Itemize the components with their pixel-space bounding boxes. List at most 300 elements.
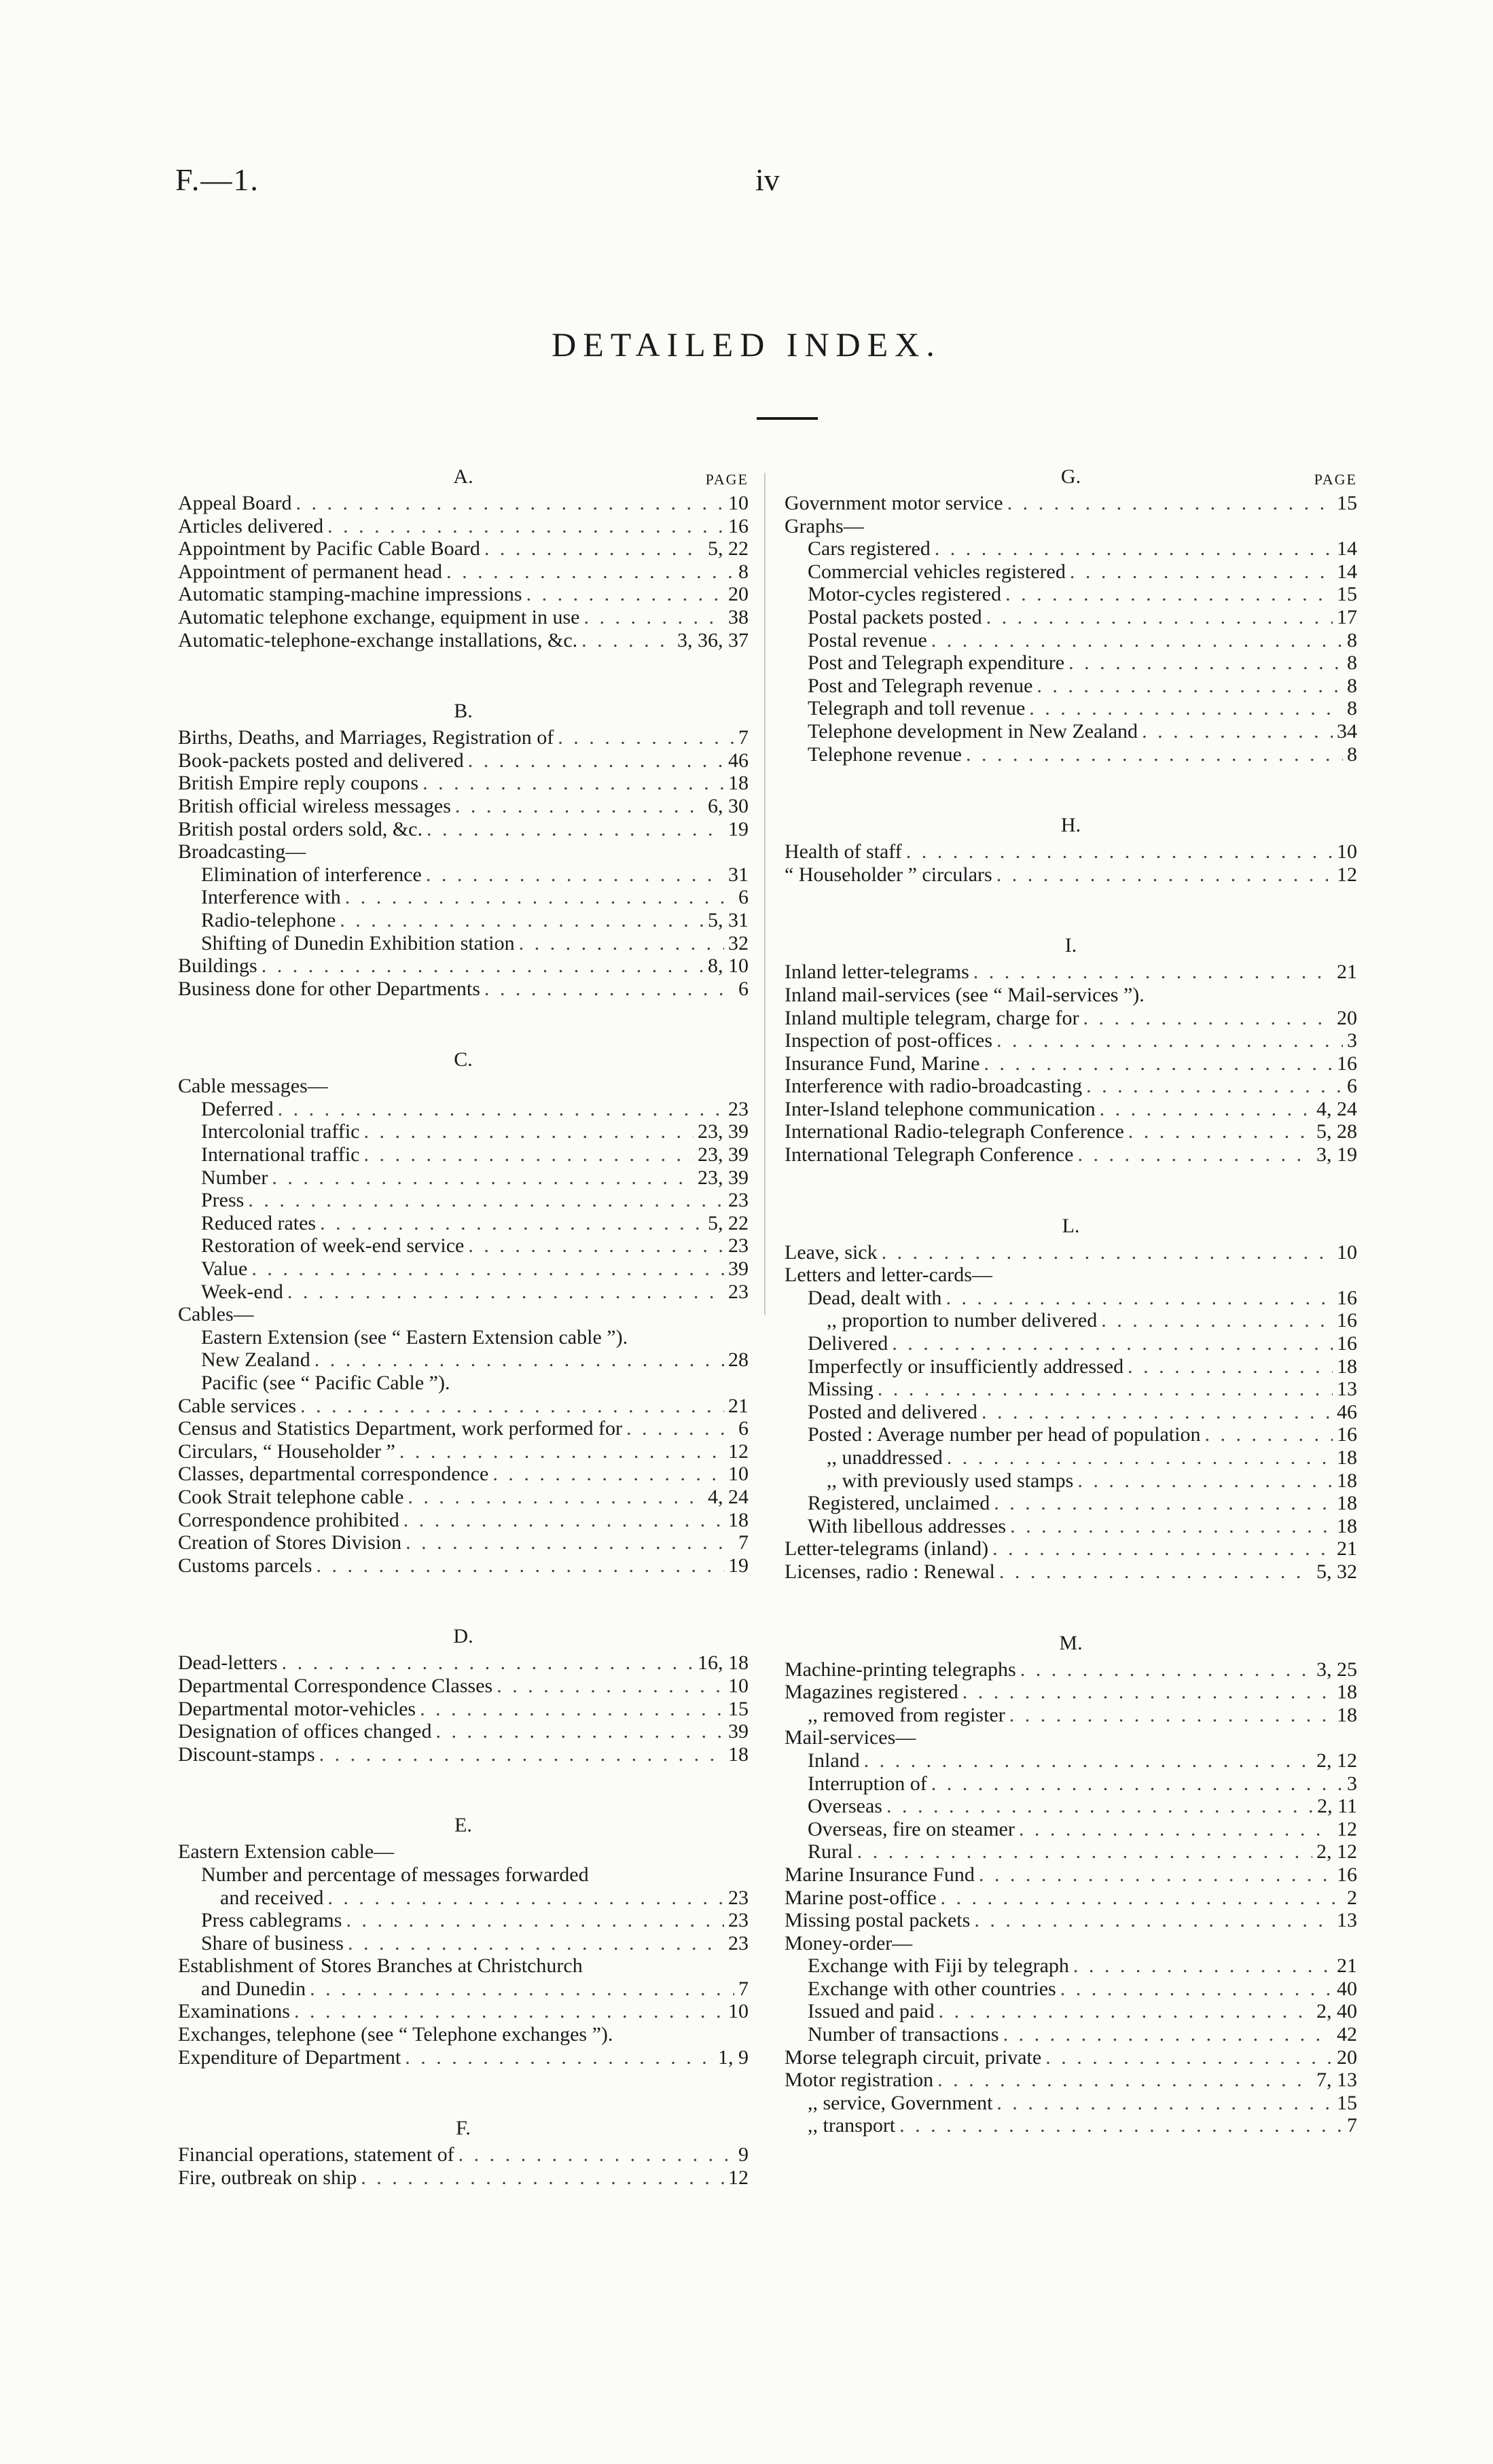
index-entry <box>785 537 1357 560</box>
index-entry <box>785 961 1357 984</box>
entry-pages: 38 <box>728 605 749 628</box>
entry-text: Financial operations, statement of <box>178 2143 454 2166</box>
dot-leader <box>895 2114 1343 2137</box>
index-entry <box>785 1287 1357 1310</box>
entry-text: Elimination of interference <box>201 863 422 886</box>
entry-text: Posted and delivered <box>808 1400 977 1423</box>
dot-leader <box>874 1378 1333 1401</box>
index-section <box>178 696 749 1000</box>
index-entry <box>178 1349 749 1372</box>
dot-leader <box>992 863 1333 887</box>
entry-pages: 23, 39 <box>698 1143 749 1166</box>
dot-leader <box>432 1720 725 1743</box>
entry-text: Graphs— <box>785 514 864 537</box>
entry-text: Letter-telegrams (inland) <box>785 1537 989 1560</box>
entry-text: Dead, dealt with <box>808 1286 942 1309</box>
entry-pages: 18 <box>728 1743 749 1766</box>
index-entry <box>785 1954 1357 1978</box>
dot-leader <box>927 1772 1343 1796</box>
index-entry <box>178 1954 749 1978</box>
entry-pages: 5, 22 <box>708 537 749 560</box>
entry-pages: 39 <box>728 1720 749 1743</box>
entry-pages: 6 <box>738 886 749 909</box>
dot-leader <box>878 1241 1333 1264</box>
entry-text: Cook Strait telephone cable <box>178 1485 404 1508</box>
dot-leader <box>990 1492 1333 1515</box>
entry-text: and Dunedin <box>201 1977 306 2000</box>
entry-text: Deferred <box>201 1097 274 1120</box>
dot-leader <box>316 1212 704 1235</box>
dot-leader <box>464 749 724 772</box>
entry-text: ,, service, Government <box>808 2091 993 2114</box>
index-entry <box>785 1932 1357 1955</box>
entry-pages: 12 <box>1337 1817 1357 1840</box>
entry-pages: 2, 11 <box>1317 1795 1357 1818</box>
index-entry <box>178 1120 749 1143</box>
entry-text: Missing postal packets <box>785 1909 971 1932</box>
index-entry <box>178 1098 749 1121</box>
entry-pages: 23 <box>728 1280 749 1303</box>
index-column-right <box>785 462 1357 2182</box>
dot-leader <box>315 1743 724 1766</box>
dot-leader <box>464 1234 724 1257</box>
entry-pages: 4, 24 <box>708 1485 749 1508</box>
entry-pages: 15 <box>728 1697 749 1720</box>
entry-text: Circulars, “ Householder ” <box>178 1440 395 1463</box>
section-letter: A. <box>453 465 473 488</box>
entry-text: Examinations <box>178 2000 290 2023</box>
dot-leader <box>943 1446 1333 1469</box>
entry-pages: 3, 36, 37 <box>677 628 749 651</box>
entry-pages: 13 <box>1337 1909 1357 1932</box>
entry-text: International traffic <box>201 1143 360 1166</box>
entry-text: Rural <box>808 1840 853 1863</box>
entry-text: Exchange with Fiji by telegraph <box>808 1954 1069 1978</box>
index-entry <box>178 1143 749 1166</box>
index-section <box>785 1628 1357 2137</box>
entry-pages: 13 <box>1337 1378 1357 1401</box>
entry-pages: 8, 10 <box>708 954 749 978</box>
index-section <box>178 1810 749 2069</box>
dot-leader <box>451 795 704 818</box>
entry-pages: 18 <box>1337 1681 1357 1704</box>
index-entry <box>785 629 1357 652</box>
index-entry <box>785 1378 1357 1401</box>
index-entry <box>178 1840 749 1863</box>
section-letter: B. <box>454 700 473 723</box>
section-letter: I. <box>1064 934 1077 957</box>
index-entry <box>178 583 749 606</box>
entry-text: Fire, outbreak on ship <box>178 2166 357 2189</box>
entry-text: ,, transport <box>808 2114 896 2137</box>
index-entry <box>785 1007 1357 1030</box>
dot-leader <box>882 1795 1313 1818</box>
index-entry <box>785 1818 1357 1841</box>
entry-pages: 23 <box>728 1931 749 1954</box>
entry-pages: 23, 39 <box>698 1120 749 1143</box>
index-section <box>785 1211 1357 1584</box>
dot-leader <box>1200 1423 1333 1446</box>
dot-leader <box>1073 1469 1333 1493</box>
entry-text: With libellous addresses <box>808 1514 1007 1537</box>
index-section <box>178 462 749 651</box>
section-letter: H. <box>1060 814 1081 837</box>
index-entry <box>178 1417 749 1440</box>
entry-text: Classes, departmental correspondence <box>178 1463 489 1486</box>
section-letter-heading <box>178 696 749 726</box>
index-column-left <box>178 462 749 2234</box>
dot-leader <box>1079 1007 1333 1030</box>
entry-text: Inland letter-telegrams <box>785 961 969 984</box>
entry-text: Telephone development in New Zealand <box>808 719 1138 743</box>
entry-pages: 7 <box>738 726 749 749</box>
dot-leader <box>969 961 1333 984</box>
index-entry <box>178 1978 749 2001</box>
entry-text: Posted : Average number per head of population <box>808 1423 1201 1446</box>
entry-pages: 5, 31 <box>708 908 749 931</box>
entry-pages: 16 <box>1337 1052 1357 1075</box>
index-section <box>785 810 1357 886</box>
entry-pages: 19 <box>728 817 749 840</box>
entry-pages: 10 <box>728 2000 749 2023</box>
index-entry <box>785 2069 1357 2092</box>
index-entry <box>178 1932 749 1955</box>
entry-text: Value <box>201 1257 248 1281</box>
entry-text: Registered, unclaimed <box>808 1492 990 1515</box>
dot-leader <box>577 629 673 652</box>
dot-leader <box>1124 1120 1312 1143</box>
entry-pages: 20 <box>1337 1006 1357 1029</box>
entry-pages: 18 <box>728 772 749 795</box>
entry-text: Inland multiple telegram, charge for <box>785 1006 1079 1029</box>
entry-pages: 16 <box>1337 1332 1357 1355</box>
entry-text: Appeal Board <box>178 492 292 514</box>
index-entry <box>785 1772 1357 1796</box>
dot-leader <box>341 886 734 909</box>
index-entry <box>785 583 1357 606</box>
page-number: iv <box>755 162 780 197</box>
index-entry <box>178 726 749 749</box>
dot-leader <box>422 863 724 887</box>
dot-leader <box>1016 1658 1312 1681</box>
title-rule <box>757 417 818 420</box>
dot-leader <box>579 606 724 629</box>
entry-pages: 9 <box>738 2143 749 2166</box>
index-entry <box>785 1795 1357 1818</box>
entry-text: Insurance Fund, Marine <box>785 1052 980 1075</box>
dot-leader <box>927 629 1343 652</box>
entry-text: Issued and paid <box>808 2000 935 2023</box>
index-entry <box>785 743 1357 766</box>
dot-leader <box>1138 720 1333 743</box>
running-head-left: F.—1. <box>175 162 259 197</box>
entry-pages: 21 <box>1337 1954 1357 1978</box>
dot-leader <box>418 772 724 795</box>
index-entry <box>785 1143 1357 1166</box>
entry-pages: 2 <box>1347 1886 1357 1909</box>
entry-text: Exchange with other countries <box>808 1977 1056 2000</box>
entry-pages: 14 <box>1337 537 1357 560</box>
dot-leader <box>488 1463 724 1486</box>
entry-pages: 31 <box>728 863 749 886</box>
entry-text: Commercial vehicles registered <box>808 560 1066 583</box>
section-letter: F. <box>456 2117 471 2140</box>
index-entry <box>178 2143 749 2166</box>
entry-pages: 23 <box>728 1189 749 1212</box>
index-entry <box>785 1052 1357 1075</box>
dot-leader <box>1006 1515 1333 1538</box>
entry-text: Overseas <box>808 1795 882 1818</box>
index-entry <box>785 984 1357 1007</box>
entry-text: Press <box>201 1189 245 1212</box>
entry-pages: 5, 28 <box>1316 1120 1357 1143</box>
entry-pages: 40 <box>1337 1977 1357 2000</box>
index-entry <box>785 1355 1357 1378</box>
entry-text: Articles delivered <box>178 514 324 537</box>
entry-text: Government motor service <box>785 492 1003 514</box>
dot-leader <box>1005 1704 1333 1727</box>
index-entry <box>178 840 749 863</box>
entry-text: Week-end <box>201 1280 283 1303</box>
index-entry <box>178 1720 749 1743</box>
entry-pages: 5, 22 <box>708 1211 749 1234</box>
dot-leader <box>336 909 704 932</box>
entry-pages: 7 <box>738 1977 749 2000</box>
section-letter-heading <box>178 2113 749 2143</box>
entry-pages: 6, 30 <box>708 794 749 817</box>
dot-leader <box>860 1749 1312 1772</box>
index-section <box>178 1045 749 1577</box>
index-entry <box>785 1469 1357 1493</box>
entry-pages: 10 <box>1337 1240 1357 1264</box>
dot-leader <box>1066 560 1333 584</box>
entry-text: Births, Deaths, and Marriages, Registration of <box>178 726 554 749</box>
entry-text: Health of staff <box>785 840 902 863</box>
entry-pages: 7 <box>738 1531 749 1554</box>
index-entry <box>178 1743 749 1766</box>
dot-leader <box>1073 1143 1312 1166</box>
entry-text: Eastern Extension cable— <box>178 1840 395 1863</box>
entry-pages: 8 <box>1347 674 1357 697</box>
dot-leader <box>853 1840 1312 1863</box>
section-letter-heading <box>785 462 1357 492</box>
index-entry <box>785 2046 1357 2069</box>
index-entry <box>785 651 1357 675</box>
dot-leader <box>522 583 724 606</box>
dot-leader <box>268 1166 694 1190</box>
entry-pages: 21 <box>728 1394 749 1417</box>
index-entry <box>178 1698 749 1721</box>
entry-pages: 6 <box>738 977 749 1000</box>
index-entry <box>178 1509 749 1532</box>
entry-text: Licenses, radio : Renewal <box>785 1560 995 1583</box>
entry-text: Number <box>201 1166 268 1189</box>
index-entry <box>785 1560 1357 1584</box>
entry-pages: 15 <box>1337 2091 1357 2114</box>
dot-leader <box>937 1887 1343 1910</box>
column-divider <box>764 473 766 1315</box>
dot-leader <box>395 1440 724 1463</box>
index-entry <box>178 1486 749 1509</box>
section-letter: D. <box>453 1625 473 1648</box>
entry-text: Automatic-telephone-exchange installations, &c. <box>178 628 578 651</box>
entry-text: Exchanges, telephone (see “ Telephone exchanges ”). <box>178 2023 613 2046</box>
index-entry <box>178 954 749 978</box>
index-entry <box>785 1887 1357 1910</box>
index-entry <box>178 1189 749 1212</box>
index-entry <box>785 1658 1357 1681</box>
entry-pages: 3, 19 <box>1316 1143 1357 1166</box>
index-entry <box>785 1704 1357 1727</box>
entry-pages: 46 <box>728 749 749 772</box>
dot-leader <box>1015 1818 1333 1841</box>
entry-text: British official wireless messages <box>178 794 451 817</box>
dot-leader <box>941 1287 1333 1310</box>
index-entry <box>178 2046 749 2069</box>
dot-leader <box>515 932 724 955</box>
index-entry <box>178 863 749 887</box>
entry-text: Establishment of Stores Branches at Christchurch <box>178 1954 583 1978</box>
entry-pages: 7, 13 <box>1316 2069 1357 2092</box>
index-entry <box>785 1098 1357 1121</box>
dot-leader <box>554 726 734 749</box>
entry-text: Motor registration <box>785 2069 934 2092</box>
entry-text: Departmental Correspondence Classes <box>178 1674 493 1697</box>
dot-leader <box>933 2069 1312 2092</box>
dot-leader <box>975 1863 1333 1887</box>
dot-leader <box>401 2046 714 2069</box>
entry-text: Share of business <box>201 1931 344 1954</box>
index-entry <box>178 1440 749 1463</box>
entry-text: Restoration of week-end service <box>201 1234 465 1257</box>
entry-pages: 3, 25 <box>1316 1658 1357 1681</box>
dot-leader <box>244 1189 724 1212</box>
entry-text: Machine-printing telegraphs <box>785 1658 1016 1681</box>
entry-text: Number and percentage of messages forwarded <box>201 1863 589 1886</box>
page-title: DETAILED INDEX. <box>552 325 941 363</box>
dot-leader <box>492 1675 724 1698</box>
entry-text: Departmental motor-vehicles <box>178 1697 416 1720</box>
index-entry <box>785 492 1357 515</box>
dot-leader <box>999 2023 1333 2046</box>
entry-pages: 8 <box>738 560 749 583</box>
entry-text: ,, proportion to number delivered <box>827 1309 1098 1332</box>
entry-text: International Radio-telegraph Conference <box>785 1120 1124 1143</box>
entry-pages: 6 <box>738 1417 749 1440</box>
entry-text: Number of transactions <box>808 2023 999 2046</box>
entry-pages: 15 <box>1337 492 1357 514</box>
entry-pages: 18 <box>1337 1469 1357 1492</box>
section-letter: G. <box>1060 465 1081 488</box>
entry-pages: 14 <box>1337 560 1357 583</box>
index-entry <box>785 1264 1357 1287</box>
entry-text: Inland <box>808 1749 860 1772</box>
dot-leader <box>1123 1355 1333 1378</box>
index-entry <box>785 1681 1357 1704</box>
entry-pages: 3 <box>1347 1772 1357 1795</box>
dot-leader <box>958 1681 1333 1704</box>
index-entry <box>785 1029 1357 1052</box>
entry-text: Interference with <box>201 886 341 909</box>
dot-leader <box>290 2000 724 2023</box>
index-entry <box>178 1395 749 1418</box>
dot-leader <box>360 1120 694 1143</box>
dot-leader <box>995 1560 1312 1584</box>
index-entry <box>785 863 1357 887</box>
entry-pages: 6 <box>1347 1075 1357 1098</box>
index-entry <box>178 1463 749 1486</box>
entry-text: Creation of Stores Division <box>178 1531 402 1554</box>
entry-text: Business done for other Departments <box>178 977 480 1000</box>
section-letter: E. <box>454 1814 472 1837</box>
index-entry <box>178 1281 749 1304</box>
index-entry <box>785 1309 1357 1332</box>
index-entry <box>785 1446 1357 1469</box>
entry-pages: 16 <box>1337 1423 1357 1446</box>
entry-pages: 28 <box>728 1349 749 1372</box>
index-section <box>785 931 1357 1166</box>
entry-text: Cables— <box>178 1303 254 1326</box>
entry-pages: 19 <box>728 1554 749 1577</box>
index-section <box>178 2113 749 2189</box>
entry-pages: 15 <box>1337 583 1357 606</box>
index-entry <box>178 2000 749 2023</box>
entry-text: Correspondence prohibited <box>178 1508 399 1531</box>
index-entry <box>785 1075 1357 1098</box>
entry-text: Letters and letter-cards— <box>785 1264 992 1287</box>
entry-pages: 16 <box>728 514 749 537</box>
dot-leader <box>323 515 724 538</box>
entry-text: Post and Telegraph expenditure <box>808 651 1065 675</box>
index-entry <box>178 749 749 772</box>
entry-text: Delivered <box>808 1332 888 1355</box>
entry-text: Cars registered <box>808 537 931 560</box>
index-entry <box>178 886 749 909</box>
index-entry <box>785 1401 1357 1424</box>
index-entry <box>785 697 1357 720</box>
entry-text: Intercolonial traffic <box>201 1120 360 1143</box>
entry-pages: 10 <box>728 1674 749 1697</box>
entry-pages: 18 <box>1337 1492 1357 1515</box>
section-letter-heading <box>785 810 1357 840</box>
section-letter: M. <box>1059 1631 1083 1654</box>
dot-leader <box>401 1531 734 1554</box>
entry-text: Mail-services— <box>785 1726 916 1749</box>
entry-pages: 23 <box>728 1886 749 1909</box>
entry-text: Dead-letters <box>178 1651 278 1675</box>
entry-pages: 18 <box>1337 1446 1357 1469</box>
page-column-label: PAGE <box>705 471 749 488</box>
section-letter-heading <box>178 462 749 492</box>
entry-pages: 16 <box>1337 1309 1357 1332</box>
index-entry <box>178 1212 749 1235</box>
index-entry <box>785 1909 1357 1932</box>
entry-text: Post and Telegraph revenue <box>808 674 1033 697</box>
index-entry <box>785 1863 1357 1887</box>
entry-pages: 10 <box>1337 840 1357 863</box>
entry-pages: 3 <box>1347 1029 1357 1052</box>
index-entry <box>785 1726 1357 1749</box>
dot-leader <box>1056 1978 1333 2001</box>
index-entry <box>785 840 1357 863</box>
index-entry <box>785 1840 1357 1863</box>
index-entry <box>178 492 749 515</box>
dot-leader <box>274 1098 724 1121</box>
entry-text: Automatic stamping-machine impressions <box>178 583 522 606</box>
entry-pages: 18 <box>1337 1355 1357 1378</box>
entry-text: British postal orders sold, &c. <box>178 817 422 840</box>
entry-pages: 8 <box>1347 651 1357 675</box>
